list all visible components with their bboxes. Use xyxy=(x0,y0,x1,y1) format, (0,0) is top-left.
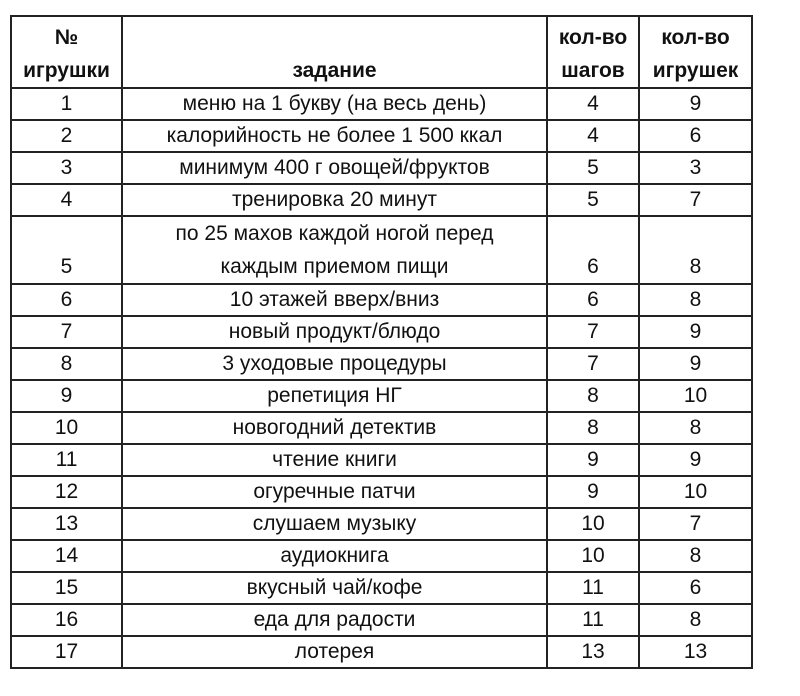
cell-task: вкусный чай/кофе xyxy=(122,572,547,604)
cell-num: 17 xyxy=(11,636,122,668)
table-row xyxy=(11,316,752,348)
cell-toys: 9 xyxy=(639,348,752,380)
cell-toys: 6 xyxy=(639,120,752,152)
cell-toys: 8 xyxy=(639,284,752,316)
cell-toys: 13 xyxy=(639,636,752,668)
cell-toys: 10 xyxy=(639,380,752,412)
header-steps-line1: кол-во xyxy=(558,26,628,49)
table-row xyxy=(11,540,752,572)
cell-num: 2 xyxy=(11,120,122,152)
cell-task: меню на 1 букву (на весь день) xyxy=(122,88,547,120)
cell-task: лотерея xyxy=(122,636,547,668)
cell-toys: 8 xyxy=(639,540,752,572)
cell-task: минимум 400 г овощей/фруктов xyxy=(122,152,547,184)
task-table-container xyxy=(10,15,753,669)
cell-num: 5 xyxy=(11,216,122,284)
cell-steps: 5 xyxy=(547,152,639,184)
cell-num: 9 xyxy=(11,380,122,412)
cell-toys: 9 xyxy=(639,316,752,348)
header-steps-line2: шагов xyxy=(561,59,625,82)
cell-task: чтение книги xyxy=(122,444,547,476)
cell-num: 3 xyxy=(11,152,122,184)
cell-steps: 6 xyxy=(547,216,639,284)
cell-toys: 7 xyxy=(639,184,752,216)
table-row xyxy=(11,412,752,444)
cell-steps: 11 xyxy=(547,572,639,604)
cell-task: огуречные патчи xyxy=(122,476,547,508)
cell-task: калорийность не более 1 500 ккал xyxy=(122,120,547,152)
cell-steps: 4 xyxy=(547,120,639,152)
cell-steps: 13 xyxy=(547,636,639,668)
cell-steps: 11 xyxy=(547,604,639,636)
cell-steps: 10 xyxy=(547,540,639,572)
cell-task: новогодний детектив xyxy=(122,412,547,444)
cell-task: слушаем музыку xyxy=(122,508,547,540)
header-task xyxy=(122,16,547,88)
cell-num: 11 xyxy=(11,444,122,476)
cell-num: 10 xyxy=(11,412,122,444)
cell-steps: 8 xyxy=(547,412,639,444)
cell-task: еда для радости xyxy=(122,604,547,636)
cell-steps: 4 xyxy=(547,88,639,120)
cell-steps: 10 xyxy=(547,508,639,540)
header-task-label: задание xyxy=(292,59,377,82)
cell-num: 15 xyxy=(11,572,122,604)
table-row xyxy=(11,444,752,476)
header-toy-number-line2: игрушки xyxy=(23,59,110,82)
cell-steps: 6 xyxy=(547,284,639,316)
cell-toys: 10 xyxy=(639,476,752,508)
table-row xyxy=(11,152,752,184)
cell-toys: 8 xyxy=(639,604,752,636)
table-row xyxy=(11,380,752,412)
cell-steps: 7 xyxy=(547,316,639,348)
header-steps xyxy=(547,16,639,88)
table-row xyxy=(11,88,752,120)
cell-num: 13 xyxy=(11,508,122,540)
cell-num: 16 xyxy=(11,604,122,636)
table-row xyxy=(11,284,752,316)
cell-task-line1: по 25 махов каждой ногой перед xyxy=(175,222,494,245)
table-row xyxy=(11,572,752,604)
cell-num: 14 xyxy=(11,540,122,572)
table-header-row xyxy=(11,16,752,88)
cell-num: 6 xyxy=(11,284,122,316)
cell-task: 10 этажей вверх/вниз xyxy=(122,284,547,316)
cell-num: 4 xyxy=(11,184,122,216)
table-row xyxy=(11,348,752,380)
cell-steps: 9 xyxy=(547,476,639,508)
cell-num: 7 xyxy=(11,316,122,348)
table-row xyxy=(11,184,752,216)
cell-task-line2: каждым приемом пищи xyxy=(220,255,449,278)
header-toy-number xyxy=(11,16,122,88)
table-row xyxy=(11,636,752,668)
cell-toys: 3 xyxy=(639,152,752,184)
cell-steps: 9 xyxy=(547,444,639,476)
cell-toys: 9 xyxy=(639,444,752,476)
cell-steps: 7 xyxy=(547,348,639,380)
cell-steps: 8 xyxy=(547,380,639,412)
cell-toys: 8 xyxy=(639,412,752,444)
header-toys-line2: игрушек xyxy=(652,59,739,82)
header-toys-line1: кол-во xyxy=(661,26,730,49)
cell-toys: 9 xyxy=(639,88,752,120)
cell-num: 8 xyxy=(11,348,122,380)
cell-task: тренировка 20 минут xyxy=(122,184,547,216)
table-row xyxy=(11,216,752,284)
cell-task: аудиокнига xyxy=(122,540,547,572)
cell-num: 1 xyxy=(11,88,122,120)
table-row xyxy=(11,604,752,636)
table-row xyxy=(11,476,752,508)
cell-task: 3 уходовые процедуры xyxy=(122,348,547,380)
table-row xyxy=(11,508,752,540)
cell-toys: 8 xyxy=(639,216,752,284)
cell-steps: 5 xyxy=(547,184,639,216)
cell-task: репетиция НГ xyxy=(122,380,547,412)
cell-task xyxy=(122,216,547,284)
table-row xyxy=(11,120,752,152)
cell-num: 12 xyxy=(11,476,122,508)
header-toys xyxy=(639,16,752,88)
task-table xyxy=(10,15,753,669)
cell-toys: 6 xyxy=(639,572,752,604)
cell-toys: 7 xyxy=(639,508,752,540)
cell-task: новый продукт/блюдо xyxy=(122,316,547,348)
header-toy-number-line1: № xyxy=(54,26,79,49)
